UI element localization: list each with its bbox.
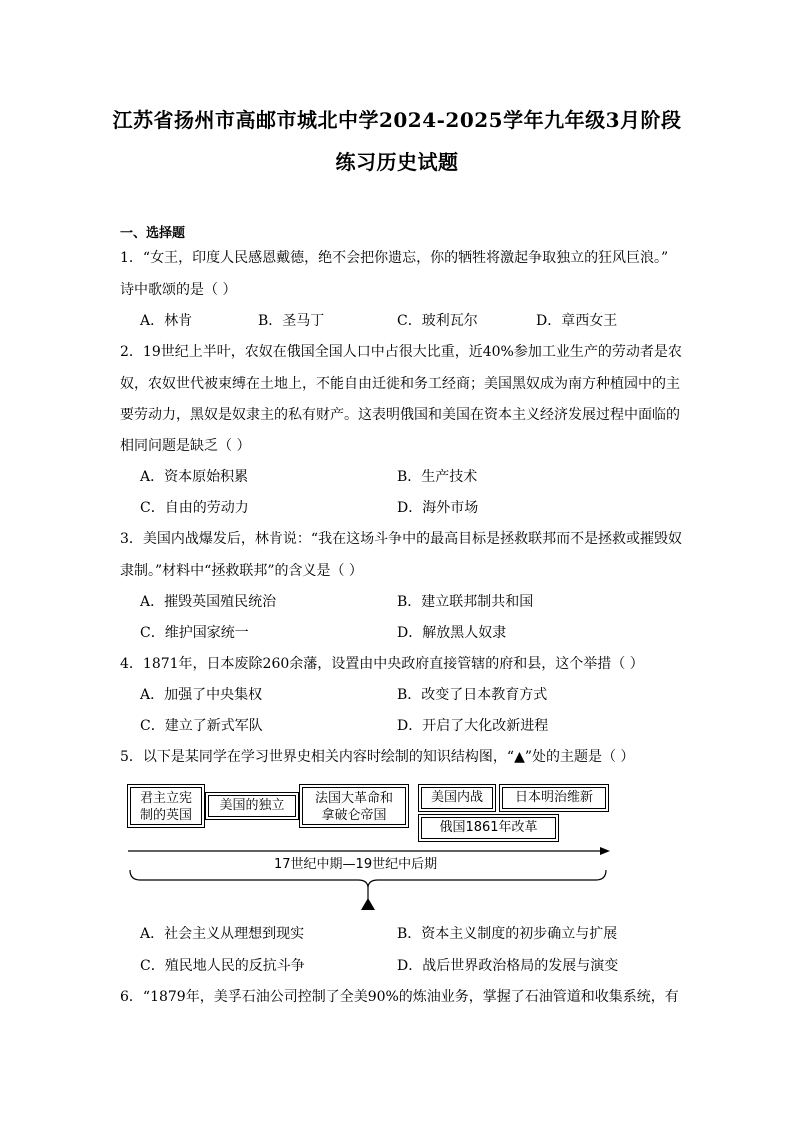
document-title-line2: 练习历史试题 [335, 150, 459, 174]
q2-option-a[interactable]: A．资本原始积累 [140, 469, 249, 485]
diagram-box-france [302, 787, 406, 825]
diagram-timeline [118, 840, 618, 915]
triangle-marker-icon [361, 898, 375, 910]
section-heading: 一、选择题 [120, 226, 186, 241]
q3-stem-line2: 隶制。”材料中“拯救联邦”的含义是（ ） [120, 563, 363, 579]
q2-option-c[interactable]: C．自由的劳动力 [140, 500, 249, 516]
q4-option-b[interactable]: B．改变了日本教育方式 [397, 687, 548, 703]
diagram-box-england-line2: 制的英国 [139, 808, 192, 823]
q2-stem-line1: 2．19世纪上半叶，农奴在俄国全国人口中占很大比重，近40%参加工业生产的劳动者是农 [120, 344, 682, 360]
q2-stem-line3: 要劳动力，黑奴是奴隶主的私有财产。这表明俄国和美国在资本主义经济发展过程中面临的 [120, 407, 680, 423]
diagram-box-england-line1: 君主立宪 [139, 791, 192, 806]
diagram-box-meiji: 日本明治维新 [502, 787, 606, 809]
q5-stem-line1: 5．以下是某同学在学习世界史相关内容时绘制的知识结构图，“▲”处的主题是（ ） [120, 749, 635, 765]
q1-stem-line2: 诗中歌颂的是（ ） [120, 282, 237, 298]
q2-option-d[interactable]: D．海外市场 [397, 500, 479, 516]
q5-option-b[interactable]: B．资本主义制度的初步确立与扩展 [397, 926, 618, 942]
q6-stem-line1: 6．“1879年，美孚石油公司控制了全美90%的炼油业务，掌握了石油管道和收集系统，有 [120, 989, 679, 1005]
diagram-box-france-line1: 法国大革命和 [314, 791, 393, 806]
q1-option-d[interactable]: D．章西女王 [536, 313, 618, 329]
q5-option-d[interactable]: D．战后世界政治格局的发展与演变 [397, 958, 619, 974]
q3-option-b[interactable]: B．建立联邦制共和国 [397, 594, 534, 610]
q1-option-c[interactable]: C．玻利瓦尔 [397, 313, 478, 329]
q1-stem-line1: 1．“女王，印度人民感恩戴德，绝不会把你遗忘，你的牺牲将激起争取独立的狂风巨浪。” [120, 250, 669, 266]
q2-stem-line4: 相同问题是缺乏（ ） [120, 438, 251, 454]
q3-option-a[interactable]: A．摧毁英国殖民统治 [140, 594, 277, 610]
diagram-box-england [130, 787, 202, 825]
q4-option-d[interactable]: D．开启了大化改新进程 [397, 718, 549, 734]
q5-option-c[interactable]: C．殖民地人民的反抗斗争 [140, 958, 305, 974]
timeline-arrowhead [600, 847, 610, 855]
q2-stem-line2: 奴，农奴世代被束缚在土地上，不能自由迁徙和务工经商；美国黑奴成为南方种植园中的主 [120, 376, 680, 392]
document-title-line1: 江苏省扬州市高邮市城北中学2024-2025学年九年级3月阶段 [112, 108, 682, 132]
q1-option-b[interactable]: B．圣马丁 [258, 313, 325, 329]
diagram-box-us-civil-war: 美国内战 [421, 787, 493, 809]
q4-stem-line1: 4．1871年，日本废除260余藩，设置由中央政府直接管辖的府和县，这个举措（ ） [120, 656, 644, 672]
diagram-box-russia-reform: 俄国1861年改革 [421, 817, 556, 839]
timeline-period-label: 17世纪中期—19世纪中后期 [274, 857, 438, 872]
q4-option-c[interactable]: C．建立了新式军队 [140, 718, 263, 734]
q1-option-a[interactable]: A．林肯 [140, 313, 193, 329]
diagram-box-us-independence: 美国的独立 [208, 795, 296, 817]
q4-option-a[interactable]: A．加强了中央集权 [140, 687, 263, 703]
q3-stem-line1: 3．美国内战爆发后，林肯说：“我在这场斗争中的最高目标是拯救联邦而不是拯救或摧毁奴 [120, 531, 683, 547]
diagram-box-france-line2: 拿破仑帝国 [321, 808, 387, 823]
q5-option-a[interactable]: A．社会主义从理想到现实 [140, 926, 305, 942]
q2-option-b[interactable]: B．生产技术 [397, 469, 478, 485]
q3-option-c[interactable]: C．维护国家统一 [140, 625, 249, 641]
q3-option-d[interactable]: D．解放黑人奴隶 [397, 625, 507, 641]
